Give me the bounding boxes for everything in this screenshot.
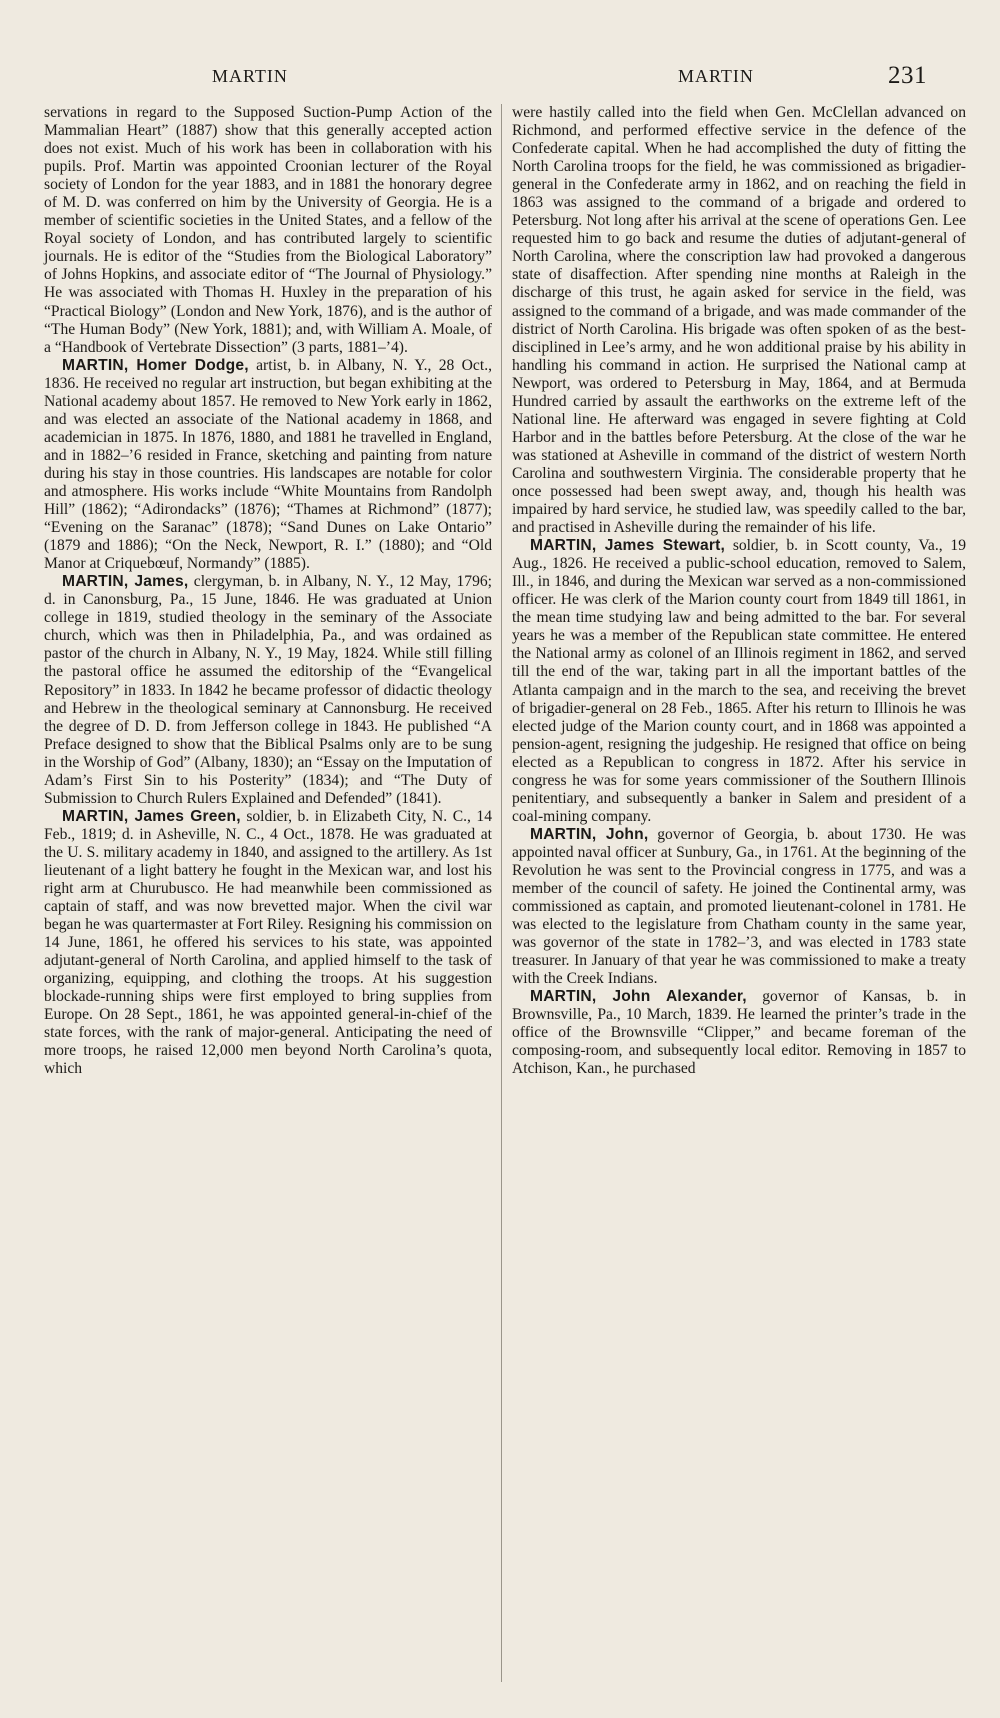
entry-james-martin <box>44 573 492 808</box>
entry-john-alexander-martin <box>512 988 966 1078</box>
running-header <box>0 62 1000 96</box>
entry-headword: MARTIN, John, <box>530 825 649 843</box>
entry-text: artist, b. in Albany, N. Y., 28 Oct., 1836. He received no regular art instruction, but began exhibiting at the National academy about 1857. He removed to New York early in 1862, and was elected an associate of the National academy in 1868, and academician in 1875. In 1876, 1880, and 1881 he travelled in England, and in 1882–’6 resided in France, sketching and painting from nature during his stay in those countries. His landscapes are notable for color and atmosphere. His works include “White Mountains from Randolph Hill” (1862); “Adirondacks” (1876); “Thames at Richmond” (1877); “Evening on the Saranac” (1878); “Sand Dunes on Lake Ontario” (1879 and 1886); “On the Neck, Newport, R. I.” (1880); and “Old Manor at Criquebœuf, Normandy” (1885). <box>44 356 492 573</box>
entry-headword: MARTIN, Homer Dodge, <box>62 356 249 374</box>
left-running-head: MARTIN <box>212 66 288 86</box>
right-running-head: MARTIN <box>678 66 754 86</box>
entry-headword: MARTIN, James, <box>62 573 189 591</box>
left-column <box>44 104 492 1079</box>
right-column <box>512 104 966 1079</box>
page-number: 231 <box>888 62 927 89</box>
entry-text: clergyman, b. in Albany, N. Y., 12 May, 1796; d. in Canonsburg, Pa., 15 June, 1846. He was graduated at Union college in 1819, studied theology in the seminary of the Associate church, which was then in Philadelphia, Pa., and was ordained as pastor of the church in Albany, N. Y., 19 May, 1824. While still filling the pastoral office he assumed the editorship of the “Evangelical Repository” in 1833. In 1842 he became professor of didactic theology and Hebrew in the theological seminary at Cannonsburg. He received the degree of D. D. from Jefferson college in 1843. He published “A Preface designed to show that the Biblical Psalms only are to be sung in the Worship of God” (Albany, 1830); an “Essay on the Imputation of Adam’s First Sin to his Posterity” (1834); and “The Duty of Submission to Church Rulers Explained and Defended” (1841). <box>44 573 492 807</box>
entry-continuation: were hastily called into the field when Gen. McClellan advanced on Richmond, and performed effective service in the defence of the Confederate capital. When he had accomplished the duty of fitting the North Carolina troops for the field, he was commissioned as brigadier-general in the Confederate army in 1862, and on reaching the field in 1863 was assigned to the command of a brigade and ordered to Petersburg. Not long after his arrival at the scene of operations Gen. Lee requested him to go back and resume the duties of adjutant-general of North Carolina, where the conscription law had provoked a dangerous state of disaffection. After spending nine months at Raleigh in the discharge of this trust, he again asked for service in the field, was assigned to the command of a brigade, and was made commander of the district of North Carolina. His brigade was often spoken of as the best-disciplined in Lee’s army, and he won additional praise by his ability in handling his command in action. He surprised the National camp at Newport, was ordered to Petersburg in May, 1864, and at Bermuda Hundred carried by assault the earthworks on the extreme left of the National line. He afterward was engaged in severe fighting at Cold Harbor and in the battles before Petersburg. At the close of the war he was stationed at Asheville in command of the district of western North Carolina and southwestern Virginia. The considerable property that he once possessed had been swept away, and, though his health was impaired by hard service, he studied law, was speedily called to the bar, and practised in Asheville during the remainder of his life. <box>512 104 966 537</box>
entry-headword: MARTIN, James Green, <box>62 807 241 825</box>
entry-text: governor of Kansas, b. in Brownsville, Pa., 10 March, 1839. He learned the printer’s trade in the office of the Brownsville “Clipper,” and became foreman of the composing-room, and subsequently local editor. Removing in 1857 to Atchison, Kan., he purchased <box>512 988 966 1078</box>
entry-homer-dodge-martin <box>44 357 492 574</box>
entry-headword: MARTIN, James Stewart, <box>530 537 726 555</box>
entry-headword: MARTIN, John Alexander, <box>530 988 747 1006</box>
entry-text: soldier, b. in Scott county, Va., 19 Aug., 1826. He received a public-school education, removed to Salem, Ill., in 1846, and during the Mexican war served as a non-commissioned officer. He was clerk of the Marion county court from 1849 till 1861, in the mean time studying law and being admitted to the bar. For several years he was a member of the Republican state committee. He entered the National army as colonel of an Illinois regiment in 1862, and served till the end of the war, taking part in all the important battles of the Atlanta campaign and in the march to the sea, and receiving the brevet of brigadier-general on 28 Feb., 1865. After his return to Illinois he was elected judge of the Marion county court, and in 1868 was appointed a pension-agent, resigning the judgeship. He resigned that office on being elected as a Republican to congress in 1872. After his service in congress he was for some years commissioner of the Southern Illinois penitentiary, and subsequently a banker in Salem and president of a coal-mining company. <box>512 537 967 825</box>
entry-text: governor of Georgia, b. about 1730. He was appointed naval officer at Sunbury, Ga., in 1761. At the beginning of the Revolution he was sent to the Provincial congress in 1775, and was a member of the council of safety. He joined the Continental army, was commissioned as captain, and promoted lieutenant-colonel in 1781. He was elected to the legislature from Chatham county in the same year, was governor of the state in 1782–’3, and was elected in 1783 state treasurer. In January of that year he was commissioned to make a treaty with the Creek Indians. <box>512 825 966 988</box>
entry-james-green-martin <box>44 808 492 1079</box>
entry-continuation: servations in regard to the Supposed Suction-Pump Action of the Mammalian Heart” (1887) show that this generally accepted action does not exist. Much of his work has been in collaboration with his pupils. Prof. Martin was appointed Croonian lecturer of the Royal society of London for the year 1883, and in 1881 the honorary degree of M. D. was conferred on him by the University of Georgia. He is a member of scientific societies in the United States, and a fellow of the Royal society of London, and has contributed largely to scientific journals. He is editor of the “Studies from the Biological Laboratory” of Johns Hopkins, and associate editor of “The Journal of Physiology.” He was associated with Thomas H. Huxley in the preparation of his “Practical Biology” (London and New York, 1876), and is the author of “The Human Body” (New York, 1881); and, with William A. Moale, of a “Handbook of Vertebrate Dissection” (3 parts, 1881–’4). <box>44 104 492 356</box>
entry-john-martin <box>512 826 966 988</box>
entry-james-stewart-martin <box>512 537 966 826</box>
entry-text: soldier, b. in Elizabeth City, N. C., 14 Feb., 1819; d. in Asheville, N. C., 4 Oct., 1878. He was graduated at the U. S. military academy in 1840, and assigned to the artillery. As 1st lieutenant of a light battery he fought in the Mexican war, and lost his right arm at Churubusco. He had meanwhile been commissioned as captain of staff, and was now brevetted major. When the civil war began he was quartermaster at Fort Riley. Resigning his commission on 14 June, 1861, he offered his services to his state, was appointed adjutant-general of North Carolina, and applied himself to the task of organizing, equipping, and clothing the troops. At his suggestion blockade-running ships were first employed to bring supplies from Europe. On 28 Sept., 1861, he was appointed general-in-chief of the state forces, with the rank of major-general. Anticipating the need of more troops, he raised 12,000 men beyond North Carolina’s quota, which <box>44 807 492 1078</box>
column-divider <box>501 104 502 1682</box>
